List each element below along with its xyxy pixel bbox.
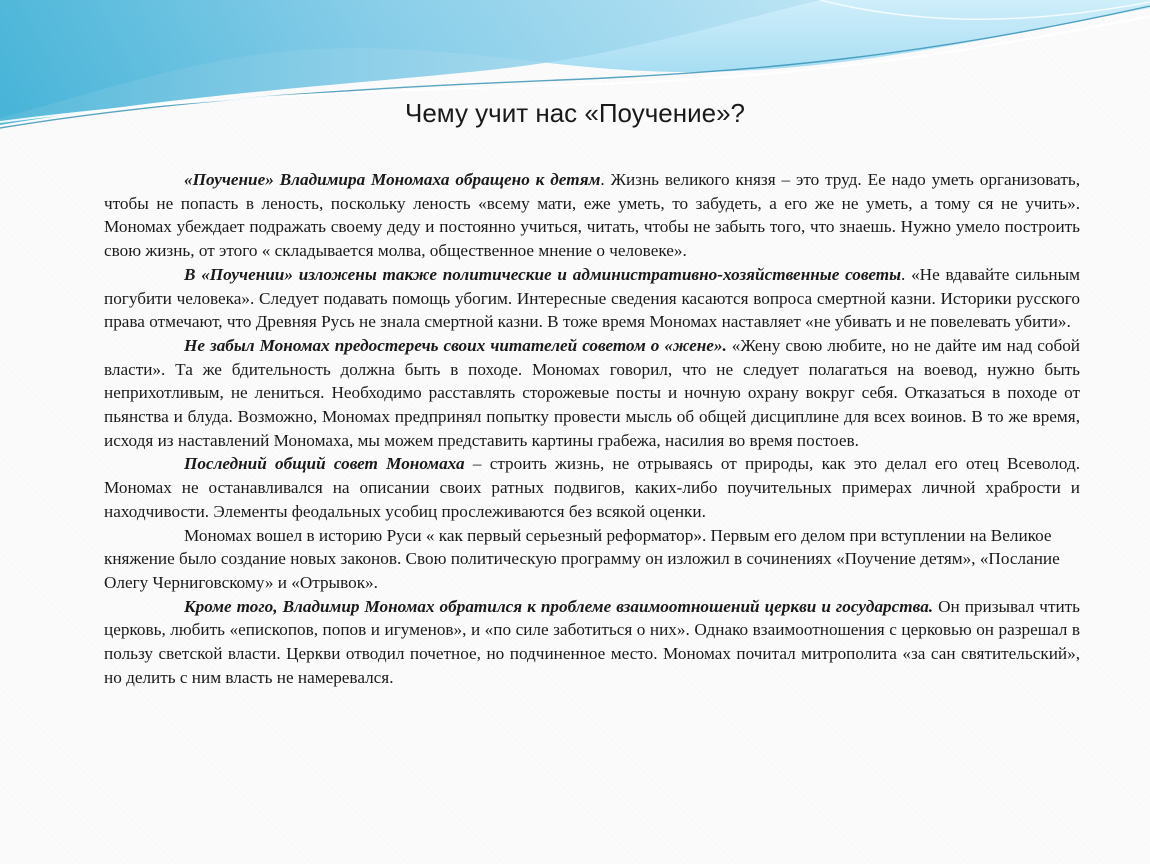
slide-title: Чему учит нас «Поучение»? bbox=[404, 98, 745, 128]
paragraph-lead: Последний общий совет Мономаха bbox=[184, 454, 465, 474]
paragraph-lead: Не забыл Мономах предостеречь своих читателей советом о «жене». bbox=[184, 335, 727, 355]
paragraph-3 bbox=[104, 334, 1080, 453]
paragraph-5 bbox=[104, 524, 1080, 595]
paragraph-text: Он призывал чтить церковь, любить «епископов, попов и игуменов», и «по силе заботиться о них». Однако взаимоотношения с церковью он разрешал в пользу светской власти. Церкви отводил почетное, но подчиненное место. Мономах почитал митрополита «за сан святительский», но делить с ним власть не намеревался. bbox=[104, 596, 1081, 687]
paragraph-lead: Кроме того, Владимир Мономах обратился к проблеме взаимоотношений церкви и государства. bbox=[184, 596, 934, 616]
paragraph-text: «Жену свою любите, но не дайте им над собой власти». Та же бдительность должна быть в походе. Мономах говорил, что не следует полагаться на воевод, нужно быть неприхотливым, не лениться. Необходимо расставлять сторожевые посты и ночную охрану вокруг себя. Отказаться в походе от пьянства и блуда. Возможно, Мономах предпринял попытку провести мысль об общей дисциплине для всех воинов. В то же время, исходя из наставлений Мономаха, мы можем представить картины грабежа, насилия во время постоев. bbox=[104, 335, 1080, 450]
paragraph-6 bbox=[104, 595, 1080, 690]
paragraph-lead: «Поучение» Владимира Мономаха обращено к детям bbox=[184, 170, 601, 189]
paragraph-text: . Жизнь великого князя – это труд. Ее надо уметь организовать, чтобы не попасть в леность, поскольку леность «всему мати, еже уметь, то забудеть, а его же не уметь, а тому ся не учить». Мономах убеждает подражать своему деду и постоянно учиться, читать, чтобы не забыть того, что знаешь. Нужно умело построить свою жизнь, от этого « складывается молва, общественное мнение о человеке». bbox=[104, 170, 1080, 261]
body-text bbox=[104, 168, 1080, 689]
paragraph-1 bbox=[104, 168, 1080, 263]
paragraph-4 bbox=[104, 452, 1080, 523]
paragraph-2 bbox=[104, 263, 1080, 334]
paragraph-text: – строить жизнь, не отрываясь от природы, как это делал его отец Всеволод. Мономах не останавливался на описании своих ратных подвигов, каких-либо поучительных примерах личной храбрости и находчивости. Элементы феодальных усобиц прослеживаются без всякой оценки. bbox=[104, 454, 1080, 521]
paragraph-text: . «Не вдавайте сильным погубити человека». Следует подавать помощь убогим. Интересные сведения касаются вопроса смертной казни. Историки русского права отмечают, что Древняя Русь не знала смертной казни. В тоже время Мономах наставляет «не убивать и не повелевать убити». bbox=[104, 264, 1081, 332]
paragraph-text: Мономах вошел в историю Руси « как первый серьезный реформатор». Первым его делом при вступлении на Великое княжение было создание новых законов. Свою политическую программу он изложил в сочинениях «Поучение детям», «Послание Олегу Черниговскому» и «Отрывок». bbox=[104, 525, 1060, 592]
paragraph-lead: В «Поучении» изложены также политические и административно-хозяйственные советы bbox=[184, 264, 902, 284]
